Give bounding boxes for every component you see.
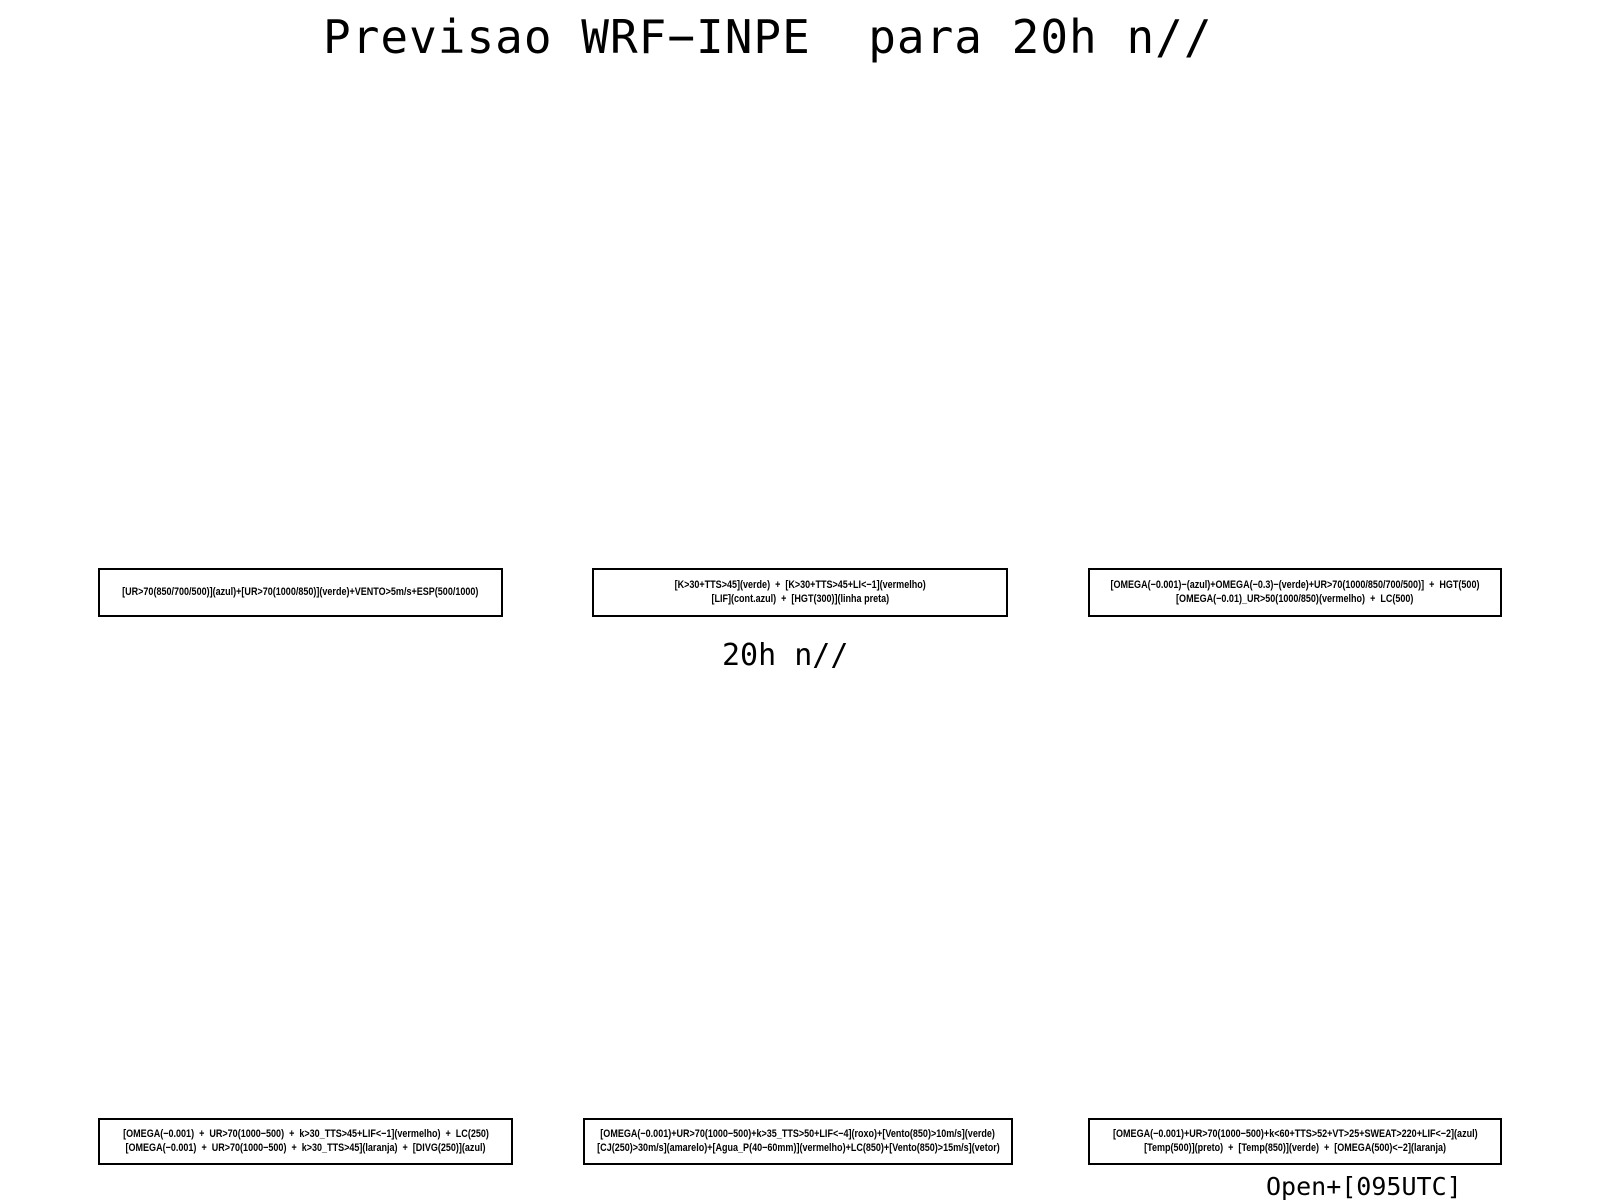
legend-line [1070, 579, 1520, 592]
legend-line [1111, 1142, 1479, 1155]
legend-line [83, 586, 518, 599]
forecast-time-label: 20h n// [722, 638, 849, 673]
legend-line-text: [CJ(250)>30m/s](amarelo)+[Agua_P(40−60mm)](vermelho)+LC(850)+[Vento(850)>15m/s](vetor) [596, 1142, 1000, 1154]
legend-line [647, 579, 953, 592]
legend-line-text: [UR>70(850/700/500)](azul)+[UR>70(1000/850)](verde)+VENTO>5m/s+ESP(500/1000) [122, 586, 479, 598]
legend-line-text: [OMEGA(−0.001) + UR>70(1000−500) + k>30_TTS>45](laranja) + [DIVG(250)](azul) [125, 1142, 486, 1154]
legend-line [83, 1128, 529, 1141]
legend-line-text: [OMEGA(−0.001) + UR>70(1000−500) + k>30_TTS>45+LIF<−1](vermelho) + LC(250) [122, 1128, 489, 1140]
legend-panel-top-right [1088, 568, 1502, 617]
legend-panel-top-center [592, 568, 1008, 617]
legend-panel-bottom-left [98, 1118, 513, 1165]
legend-panel-bottom-right [1088, 1118, 1502, 1165]
legend-line-text: [OMEGA(−0.001)+UR>70(1000−500)+k>35_TTS>50+LIF<−4](roxo)+[Vento(850)>10m/s](verde) [600, 1128, 996, 1140]
legend-line [86, 1142, 525, 1155]
legend-line-text: [OMEGA(−0.001)−(azul)+OMEGA(−0.3)−(verde)+UR>70(1000/850/700/500)] + HGT(500) [1110, 579, 1480, 591]
legend-line [692, 593, 909, 606]
legend-line-text: [Temp(500)](preto) + [Temp(850)](verde) + [OMEGA(500)<−2](laranja) [1144, 1142, 1446, 1154]
legend-line-text: [K>30+TTS>45](verde) + [K>30+TTS>45+LI<−1](vermelho) [674, 579, 926, 591]
legend-line-text: [OMEGA(−0.01)_UR>50(1000/850)(vermelho) + LC(500) [1176, 593, 1414, 605]
legend-line [553, 1142, 1044, 1155]
legend-panel-bottom-center [583, 1118, 1013, 1165]
legend-line-text: [OMEGA(−0.001)+UR>70(1000−500)+k<60+TTS>52+VT>25+SWEAT>220+LIF<−2](azul) [1112, 1128, 1478, 1140]
legend-panel-top-left [98, 568, 503, 617]
open-utc-label: Open+[095UTC] [1266, 1172, 1462, 1200]
legend-line-text: [LIF](cont.azul) + [HGT(300)](linha preta) [711, 593, 889, 605]
legend-line [557, 1128, 1038, 1141]
legend-line [1150, 593, 1439, 606]
legend-line [1073, 1128, 1518, 1141]
page-title: Previsao WRF−INPE para 20h n// [323, 10, 1213, 64]
